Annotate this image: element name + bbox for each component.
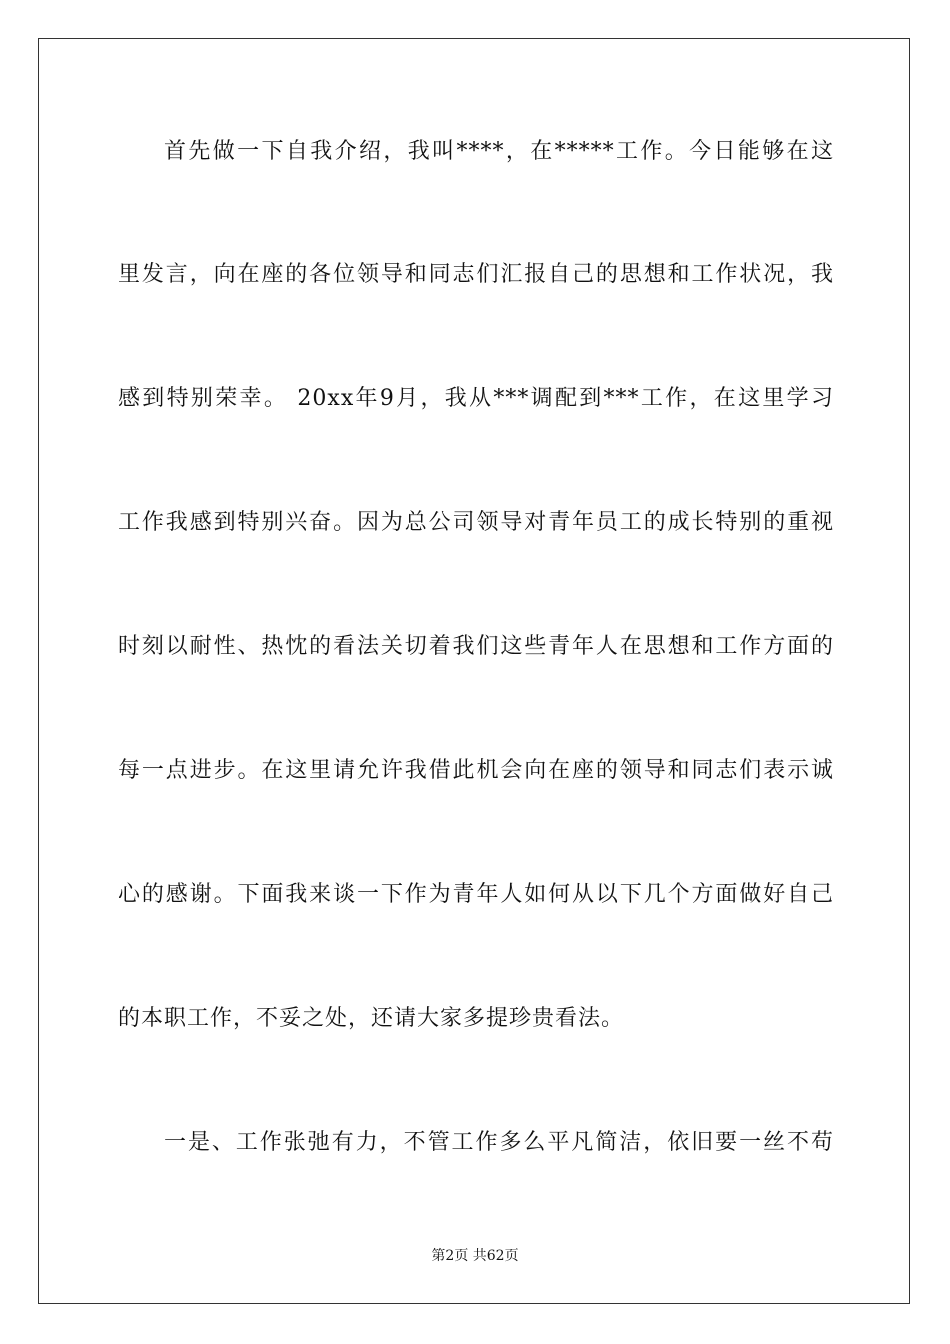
- page-border: [38, 38, 910, 1304]
- text-line-1: 首先做一下自我介绍，我叫****，在*****工作。今日能够在这: [164, 139, 834, 164]
- text-line-5: 时刻以耐性、热忱的看法关切着我们这些青年人在思想和工作方面的: [118, 634, 834, 659]
- text-line-7: 心的感谢。下面我来谈一下作为青年人如何从以下几个方面做好自己: [118, 882, 834, 907]
- text-line-6: 每一点进步。在这里请允许我借此机会向在座的领导和同志们表示诚: [118, 758, 834, 783]
- text-line-3: 感到特别荣幸。 20xx年9月，我从***调配到***工作，在这里学习: [118, 386, 834, 411]
- text-line-8: 的本职工作，不妥之处，还请大家多提珍贵看法。: [118, 1006, 625, 1031]
- page-number-footer: 第2页 共62页: [431, 1248, 519, 1264]
- text-line-2: 里发言，向在座的各位领导和同志们汇报自己的思想和工作状况，我: [118, 262, 834, 287]
- text-line-4: 工作我感到特别兴奋。因为总公司领导对青年员工的成长特别的重视: [118, 510, 834, 535]
- text-line-9: 一是、工作张弛有力，不管工作多么平凡简洁，依旧要一丝不苟: [164, 1130, 834, 1155]
